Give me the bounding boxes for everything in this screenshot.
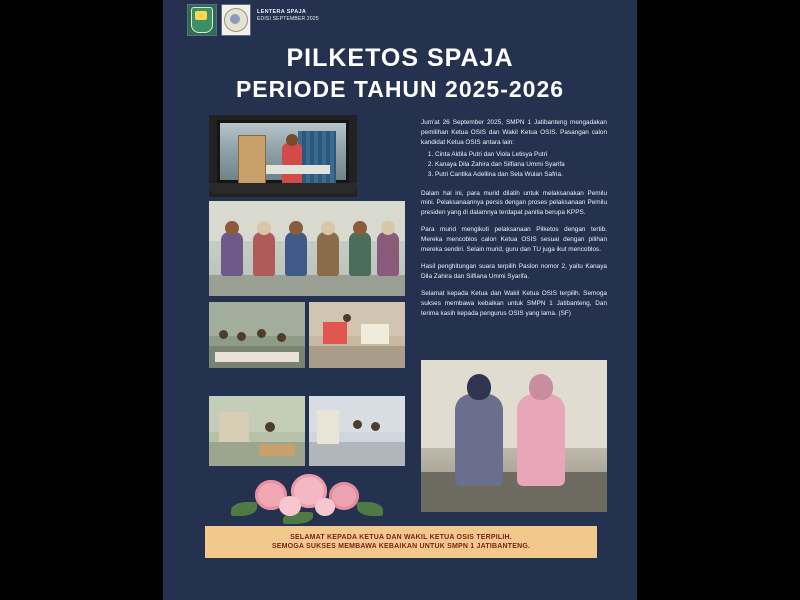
- article-intro: Jum'at 26 September 2025, SMPN 1 Jatibanteng mengadakan pemilihan Ketua OSIS dan Wakil Ketua OSIS. Pasangan calon kandidat Ketua OSIS antara lain:: [421, 119, 607, 146]
- candidate-list: [421, 150, 607, 180]
- congratulations-banner: [205, 526, 597, 558]
- list-item: 2. Kanaya Dila Zahira dan Silfiana Ummi Syarifa: [435, 160, 607, 170]
- photo-classroom-voting: [209, 302, 305, 368]
- masthead-title: LENTERA SPAJA: [257, 9, 307, 15]
- organization-seal-icon: [221, 4, 251, 36]
- photo-laptop-voting-booth: [209, 115, 357, 197]
- banner-line-2: SEMOGA SUKSES MEMBAWA KEBAIKAN UNTUK SMPN 1 JATIBANTENG.: [271, 543, 531, 550]
- list-item: 1. Cinta Aldila Putri dan Viola Letisya Putri: [435, 150, 607, 160]
- article-paragraph-2: Dalam hal ini, para murid dilatih untuk melaksanakan Pemilu mini. Pelaksanaannya persis dengan proses pelaksanaan Pemilu presiden yang di dalamnya terdapat panitia berupa KPPS.: [421, 189, 607, 217]
- article-paragraph-5: Selamat kepada Ketua dan Wakil Ketua OSIS terpilih. Semoga sukses membawa kebaikan untuk SMPN 1 Jatibanteng, Dan terima kasih kepada pengurus OSIS yang lama. (SF): [421, 289, 607, 317]
- poster-header: [163, 0, 637, 38]
- page-subtitle: PERIODE TAHUN 2025-2026: [235, 76, 565, 102]
- article-paragraph-3: Para murid mengikuti pelaksanaan Pilketos dengan tertib. Mereka mencoblos calon Ketua OSIS sesuai dengan pilihan mereka sendiri. Selain murid, guru dan TU juga ikut mencoblos.: [421, 226, 607, 254]
- school-emblem-icon: [187, 4, 217, 36]
- photo-ballot-counting: [309, 302, 405, 368]
- header-masthead: [257, 9, 319, 23]
- poster-page: [163, 0, 637, 600]
- banner-line-1: SELAMAT KEPADA KETUA DAN WAKIL KETUA OSIS TERPILIH.: [290, 534, 512, 541]
- masthead-edition: EDISI SEPTEMBER 2025: [257, 16, 319, 23]
- decorative-flowers-icon: [225, 472, 395, 526]
- page-title: PILKETOS SPAJA: [286, 44, 514, 72]
- photo-students-queue: [309, 396, 405, 466]
- list-item: 3. Putri Cantika Adellina dan Sela Wulan Safria.: [435, 170, 607, 180]
- article-body: [421, 118, 607, 326]
- photo-group-committee: [209, 201, 405, 296]
- article-paragraph-4: Hasil penghitungan suara terpilih Paslon nomor 2, yaitu Kanaya Dila Zahira dan Silfiana Ummi Syarifa.: [421, 263, 607, 280]
- photo-elected-chair-and-vice-chair: [421, 360, 607, 512]
- photo-voting-booth-room: [209, 396, 305, 466]
